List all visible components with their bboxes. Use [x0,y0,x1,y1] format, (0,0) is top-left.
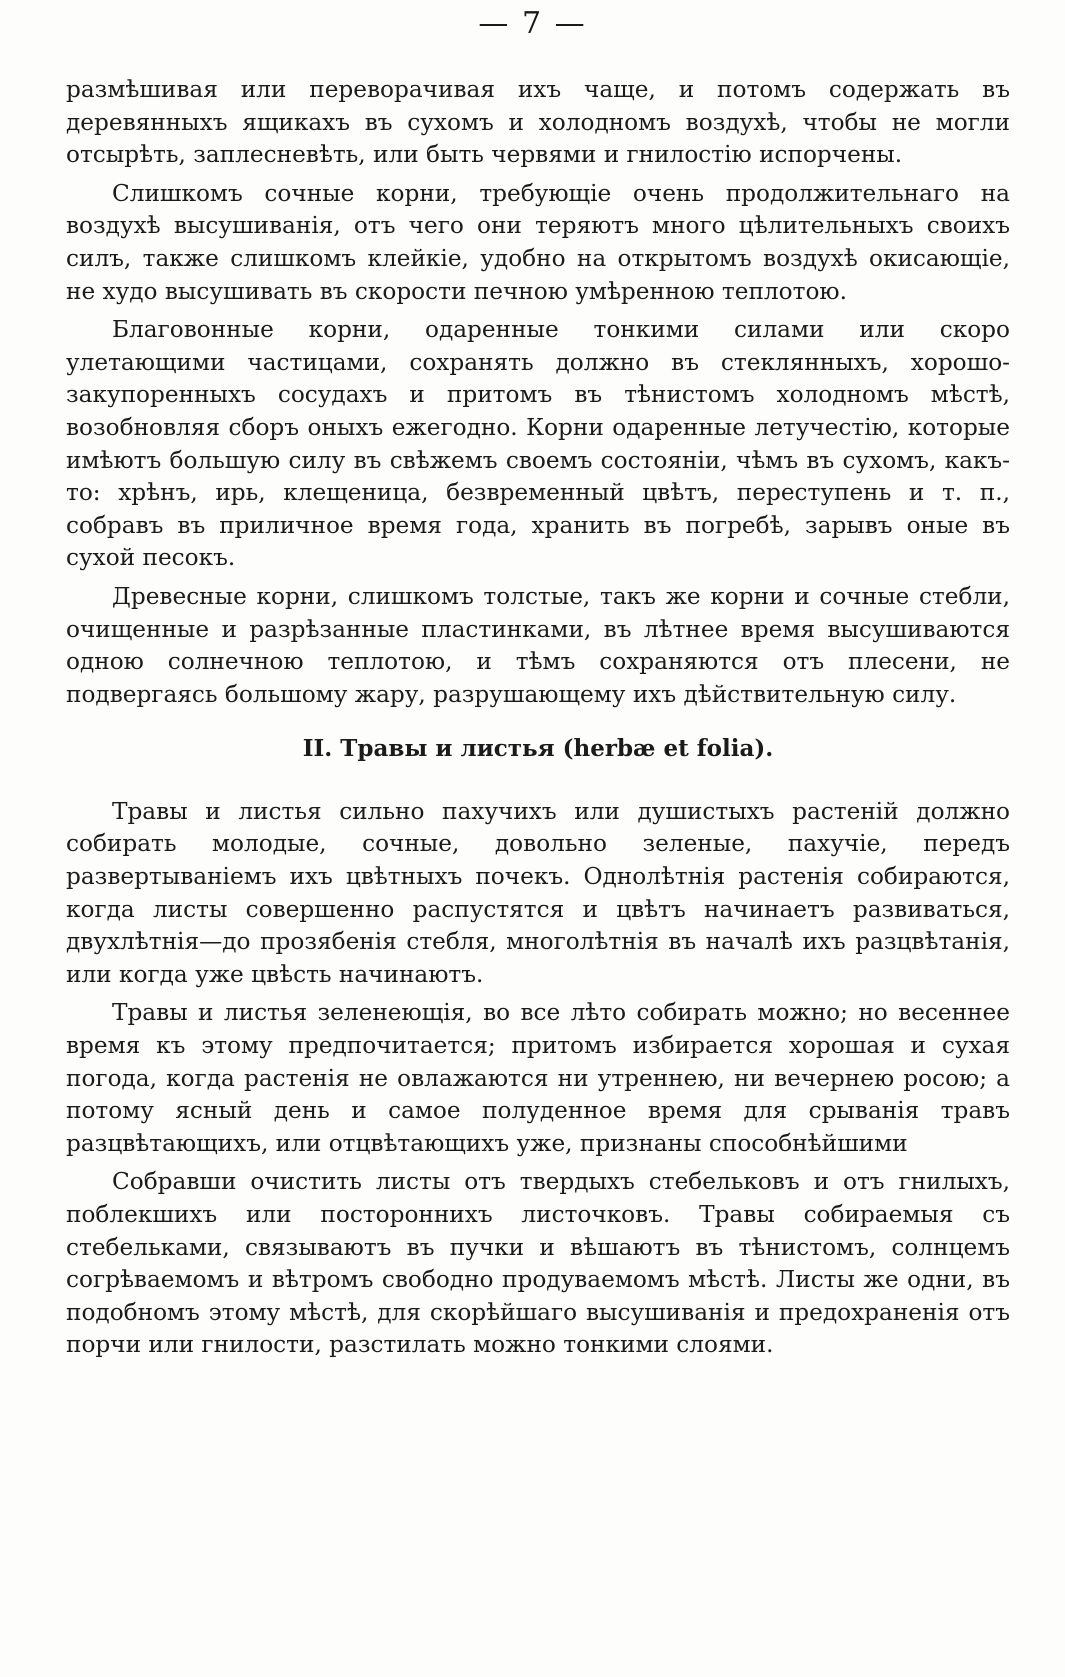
page-body [66,74,1010,1362]
paragraph: Собравши очистить листы отъ твердыхъ стебельковъ и отъ гнилыхъ, поблекшихъ или постороннихъ листочковъ. Травы собираемыя съ стебельками, связываютъ въ пучки и вѣшаютъ въ тѣнистомъ, солнцемъ согрѣваемомъ и вѣтромъ свободно продуваемомъ мѣстѣ. Листы же одни, въ подобномъ этому мѣстѣ, для скорѣйшаго высушиванія и предохраненія отъ порчи или гнилости, разстилать можно тонкими слоями. [66,1168,1010,1359]
paragraph: Травы и листья зеленеющія, во все лѣто собирать можно; но весеннее время къ этому предпочитается; притомъ избирается хорошая и сухая погода, когда растенія не овлажаются ни утреннею, ни вечернею росою; а потому ясный день и самое полуденное время для срыванія травъ разцвѣтающихъ, или отцвѣтающихъ уже, признаны способнѣйшими [66,999,1010,1157]
section-heading: II. Травы и листья (herbæ et folia). [302,735,774,763]
page-number: — 7 — [478,6,587,41]
paragraph: Травы и листья сильно пахучихъ или душистыхъ растеній должно собирать молодые, сочные, довольно зеленые, пахучіе, передъ развертываніемъ ихъ цвѣтныхъ почекъ. Однолѣтнія растенія собираются, когда листы совершенно распустятся и цвѣтъ начинаетъ развиваться, двухлѣтнія—до прозябенія стебля, многолѣтнія въ началѣ ихъ разцвѣтанія, или когда уже цвѣсть начинаютъ. [66,797,1010,988]
paragraph: размѣшивая или переворачивая ихъ чаще, и потомъ содержать въ деревянныхъ ящикахъ въ сухомъ и холодномъ воздухѣ, чтобы не могли отсырѣть, заплесневѣть, или быть червями и гнилостію испорчены. [66,76,1010,169]
paragraph: Благовонные корни, одаренные тонкими силами или скоро улетающими частицами, сохранять должно въ стеклянныхъ, хорошо-закупоренныхъ сосудахъ и притомъ въ тѣнистомъ холодномъ мѣстѣ, возобновляя сборъ оныхъ ежегодно. Корни одаренные летучестію, которые имѣютъ большую силу въ свѣжемъ своемъ состояніи, чѣмъ въ сухомъ, какъ-то: хрѣнъ, ирь, клещеница, безвременный цвѣтъ, переступень и т. п., собравъ въ приличное время года, хранить въ погребѣ, зарывъ оные въ сухой песокъ. [66,316,1010,572]
paragraph: Древесные корни, слишкомъ толстые, такъ же корни и сочные стебли, очищенные и разрѣзанные пластинками, въ лѣтнее время высушиваются одною солнечною теплотою, и тѣмъ сохраняются отъ плесени, не подвергаясь большому жару, разрушающему ихъ дѣйствительную силу. [66,582,1010,708]
paragraph: Слишкомъ сочные корни, требующіе очень продолжительнаго на воздухѣ высушиванія, отъ чего они теряютъ много цѣлительныхъ своихъ силъ, также слишкомъ клейкіе, удобно на открытомъ воздухѣ окисающіе, не худо высушивать въ скорости печною умѣренною теплотою. [66,179,1010,305]
